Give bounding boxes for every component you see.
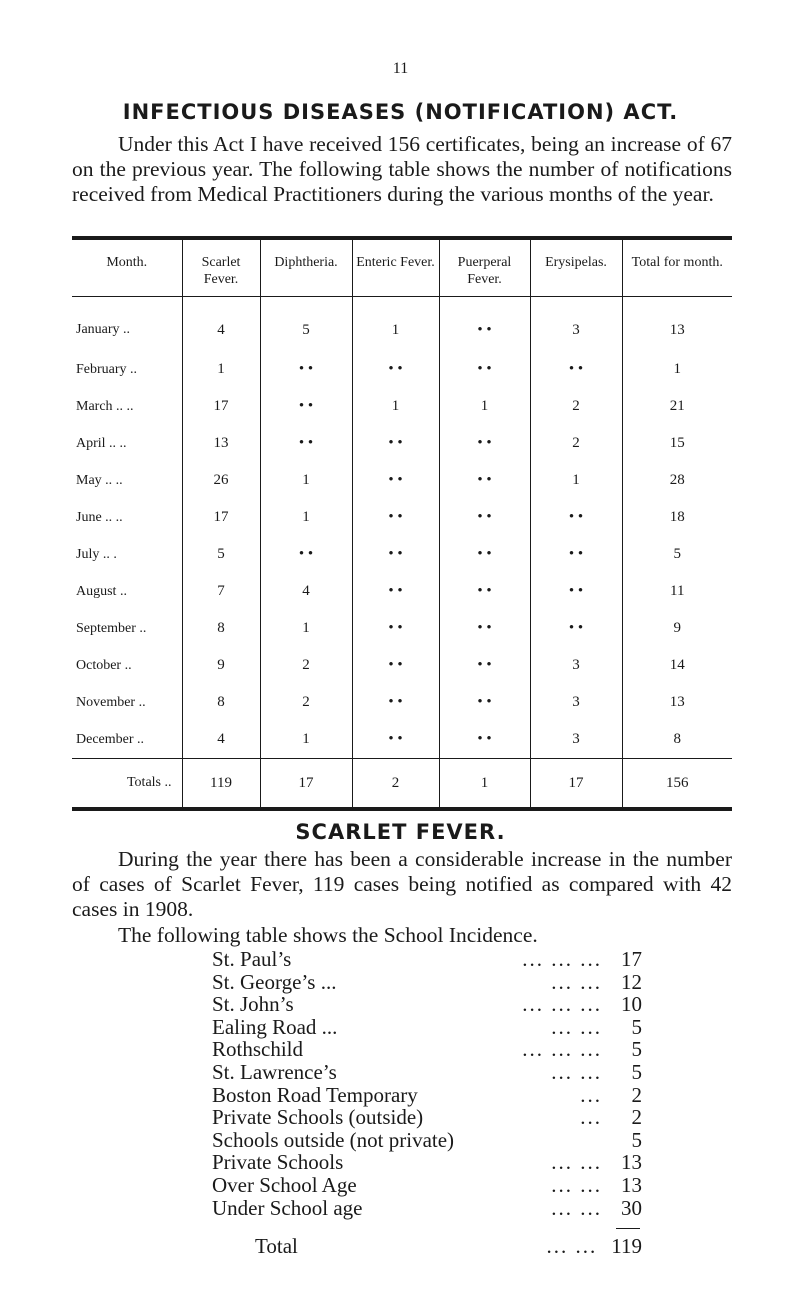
table-row	[72, 536, 732, 573]
total-value: 119	[611, 1234, 642, 1258]
school-name: Rothschild	[212, 1037, 304, 1062]
cell-month: January ..	[76, 322, 131, 337]
cell-scarlet-fever: 5	[182, 536, 260, 573]
cell-month: April .. ..	[76, 435, 127, 451]
leader-dots: ...	[580, 1105, 602, 1130]
cell-puerperal-fever: • •	[439, 647, 530, 684]
cell-erysipelas: 2	[530, 388, 622, 425]
school-count: 17	[621, 947, 642, 971]
school-name: St. Lawrence’s	[212, 1059, 337, 1084]
cell-enteric-fever: • •	[352, 721, 439, 759]
school-incidence-list	[212, 948, 642, 1219]
table-body	[72, 297, 732, 810]
cell-month: February ..	[76, 361, 138, 377]
col-header-total: Total for month.	[622, 238, 732, 296]
cell-month: August ..	[76, 583, 127, 599]
leader-dots	[454, 1129, 616, 1152]
school-count: 2	[631, 1105, 642, 1130]
cell-month: December ..	[76, 731, 145, 747]
cell-scarlet-fever: 17	[182, 388, 260, 425]
leader-dots: ... ... ...	[522, 992, 602, 1017]
leader-dots: ... ...	[551, 969, 602, 994]
table-row	[72, 499, 732, 536]
cell-erysipelas: • •	[530, 536, 622, 573]
cell-diphtheria: 1	[260, 462, 352, 499]
cell-total: 9	[622, 610, 732, 647]
cell-diphtheria: 1	[260, 499, 352, 536]
cell-erysipelas: 3	[530, 297, 622, 352]
table-row	[72, 647, 732, 684]
total-row	[255, 1234, 642, 1259]
school-row	[212, 993, 642, 1016]
school-name: Schools outside (not private)	[212, 1127, 455, 1152]
cell-scarlet-fever: 8	[182, 684, 260, 721]
cell-diphtheria: 1	[260, 610, 352, 647]
table-row	[72, 721, 732, 759]
total-erysipelas: 17	[530, 759, 622, 810]
school-name: St. Paul’s	[212, 947, 292, 971]
cell-month: September ..	[76, 620, 147, 636]
cell-puerperal-fever: 1	[439, 388, 530, 425]
school-row	[212, 1197, 642, 1220]
cell-total: 13	[622, 684, 732, 721]
school-name: St. John’s	[212, 992, 294, 1017]
leader-dots: ... ...	[551, 1059, 602, 1084]
cell-total: 28	[622, 462, 732, 499]
cell-enteric-fever: • •	[352, 425, 439, 462]
cell-puerperal-fever: • •	[439, 297, 530, 352]
school-name: Over School Age	[212, 1172, 357, 1197]
school-count: 12	[621, 969, 642, 994]
cell-enteric-fever: • •	[352, 462, 439, 499]
col-header-scarlet-fever: Scarlet Fever.	[182, 238, 260, 296]
school-incidence-intro: The following table shows the School Incidence.	[118, 923, 538, 947]
total-total: 156	[622, 759, 732, 810]
cell-scarlet-fever: 26	[182, 462, 260, 499]
cell-month: June .. ..	[76, 509, 123, 525]
cell-puerperal-fever: • •	[439, 351, 530, 388]
cell-diphtheria: • •	[260, 425, 352, 462]
school-row	[212, 1151, 642, 1174]
school-row	[212, 1061, 642, 1084]
cell-enteric-fever: • •	[352, 573, 439, 610]
cell-total: 14	[622, 647, 732, 684]
cell-total: 21	[622, 388, 732, 425]
school-name: Private Schools (outside)	[212, 1105, 424, 1130]
cell-enteric-fever: • •	[352, 684, 439, 721]
total-month: Totals ..	[72, 759, 182, 810]
notifications-table	[72, 236, 732, 811]
school-row	[212, 1174, 642, 1197]
total-label: Total	[255, 1234, 298, 1258]
cell-puerperal-fever: • •	[439, 425, 530, 462]
leader-dots: ... ...	[551, 1150, 602, 1175]
school-count: 10	[621, 992, 642, 1017]
cell-erysipelas: • •	[530, 499, 622, 536]
cell-enteric-fever: • •	[352, 351, 439, 388]
leader-dots: ... ... ...	[522, 947, 602, 971]
school-count: 2	[631, 1082, 642, 1107]
cell-scarlet-fever: 1	[182, 351, 260, 388]
leader-dots: ... ...	[551, 1195, 602, 1220]
total-dots: ... ...	[546, 1234, 598, 1258]
cell-puerperal-fever: • •	[439, 462, 530, 499]
school-count: 30	[621, 1195, 642, 1220]
cell-total: 5	[622, 536, 732, 573]
cell-scarlet-fever: 8	[182, 610, 260, 647]
cell-puerperal-fever: • •	[439, 610, 530, 647]
scarlet-fever-paragraph: During the year there has been a considerable increase in the number of cases of Scarlet Fever, 119 cases being notified as compared with 42 cases in 1908.	[72, 847, 732, 921]
cell-diphtheria: 2	[260, 647, 352, 684]
school-row	[212, 1016, 642, 1039]
col-header-month: Month.	[106, 255, 148, 270]
cell-total: 1	[622, 351, 732, 388]
cell-diphtheria: • •	[260, 388, 352, 425]
school-name: Private Schools	[212, 1150, 344, 1175]
col-header-diphtheria: Diphtheria.	[260, 238, 352, 296]
cell-enteric-fever: 1	[352, 297, 439, 352]
cell-erysipelas: • •	[530, 610, 622, 647]
cell-scarlet-fever: 7	[182, 573, 260, 610]
cell-diphtheria: 4	[260, 573, 352, 610]
cell-erysipelas: • •	[530, 573, 622, 610]
cell-total: 8	[622, 721, 732, 759]
cell-puerperal-fever: • •	[439, 536, 530, 573]
cell-total: 18	[622, 499, 732, 536]
total-diphtheria: 17	[260, 759, 352, 810]
cell-enteric-fever: • •	[352, 610, 439, 647]
cell-erysipelas: 3	[530, 684, 622, 721]
col-header-enteric-fever: Enteric Fever.	[352, 238, 439, 296]
total-scarlet-fever: 119	[182, 759, 260, 810]
cell-enteric-fever: • •	[352, 499, 439, 536]
cell-erysipelas: • •	[530, 351, 622, 388]
cell-puerperal-fever: • •	[439, 499, 530, 536]
table-row	[72, 610, 732, 647]
school-row	[212, 1038, 642, 1061]
cell-erysipelas: 3	[530, 721, 622, 759]
cell-total: 15	[622, 425, 732, 462]
cell-scarlet-fever: 9	[182, 647, 260, 684]
cell-puerperal-fever: • •	[439, 684, 530, 721]
school-name: Under School age	[212, 1195, 363, 1220]
cell-month: July .. .	[76, 546, 117, 562]
table-row	[72, 573, 732, 610]
section-heading: INFECTIOUS DISEASES (NOTIFICATION) ACT.	[122, 100, 679, 124]
table-row	[72, 684, 732, 721]
school-name: Ealing Road ...	[212, 1014, 338, 1039]
school-row	[212, 1129, 642, 1152]
cell-erysipelas: 3	[530, 647, 622, 684]
cell-scarlet-fever: 4	[182, 297, 260, 352]
cell-scarlet-fever: 17	[182, 499, 260, 536]
page-number: 11	[392, 60, 409, 77]
cell-diphtheria: 5	[260, 297, 352, 352]
school-row	[212, 971, 642, 994]
total-puerperal-fever: 1	[439, 759, 530, 810]
cell-enteric-fever: 1	[352, 388, 439, 425]
cell-total: 13	[622, 297, 732, 352]
cell-diphtheria: 2	[260, 684, 352, 721]
school-count: 5	[631, 1014, 642, 1039]
total-rule	[616, 1228, 640, 1229]
cell-puerperal-fever: • •	[439, 573, 530, 610]
cell-total: 11	[622, 573, 732, 610]
leader-dots: ...	[580, 1082, 602, 1107]
table-row	[72, 462, 732, 499]
cell-month: May .. ..	[76, 472, 123, 488]
table-row	[72, 425, 732, 462]
school-name: Boston Road Temporary	[212, 1082, 418, 1107]
cell-scarlet-fever: 13	[182, 425, 260, 462]
intro-paragraph: Under this Act I have received 156 certificates, being an increase of 67 on the previous year. The following table shows the number of notifications received from Medical Practitioners during the various months of the year.	[72, 132, 732, 206]
leader-dots: ... ... ...	[522, 1037, 602, 1062]
school-row	[212, 1084, 642, 1107]
school-count: 13	[621, 1172, 642, 1197]
school-name: St. George’s ...	[212, 969, 337, 994]
col-header-erysipelas: Erysipelas.	[530, 238, 622, 296]
school-count: 5	[631, 1037, 642, 1062]
cell-puerperal-fever: • •	[439, 721, 530, 759]
cell-month: November ..	[76, 694, 146, 710]
school-count: 13	[621, 1150, 642, 1175]
cell-month: October ..	[76, 657, 132, 673]
table-row	[72, 388, 732, 425]
school-row	[212, 1106, 642, 1129]
school-count: 5	[631, 1127, 642, 1152]
cell-diphtheria: • •	[260, 351, 352, 388]
totals-row	[72, 759, 732, 810]
cell-erysipelas: 2	[530, 425, 622, 462]
cell-month: March .. ..	[76, 398, 134, 414]
leader-dots: ... ...	[551, 1172, 602, 1197]
school-row	[212, 948, 642, 971]
school-count: 5	[631, 1059, 642, 1084]
scarlet-fever-heading: SCARLET FEVER.	[295, 820, 506, 844]
col-header-puerperal-fever: Puerperal Fever.	[439, 238, 530, 296]
cell-erysipelas: 1	[530, 462, 622, 499]
cell-diphtheria: • •	[260, 536, 352, 573]
cell-enteric-fever: • •	[352, 536, 439, 573]
leader-dots: ... ...	[551, 1014, 602, 1039]
cell-scarlet-fever: 4	[182, 721, 260, 759]
table-row	[72, 351, 732, 388]
cell-enteric-fever: • •	[352, 647, 439, 684]
total-enteric-fever: 2	[352, 759, 439, 810]
table-row	[72, 297, 732, 352]
cell-diphtheria: 1	[260, 721, 352, 759]
